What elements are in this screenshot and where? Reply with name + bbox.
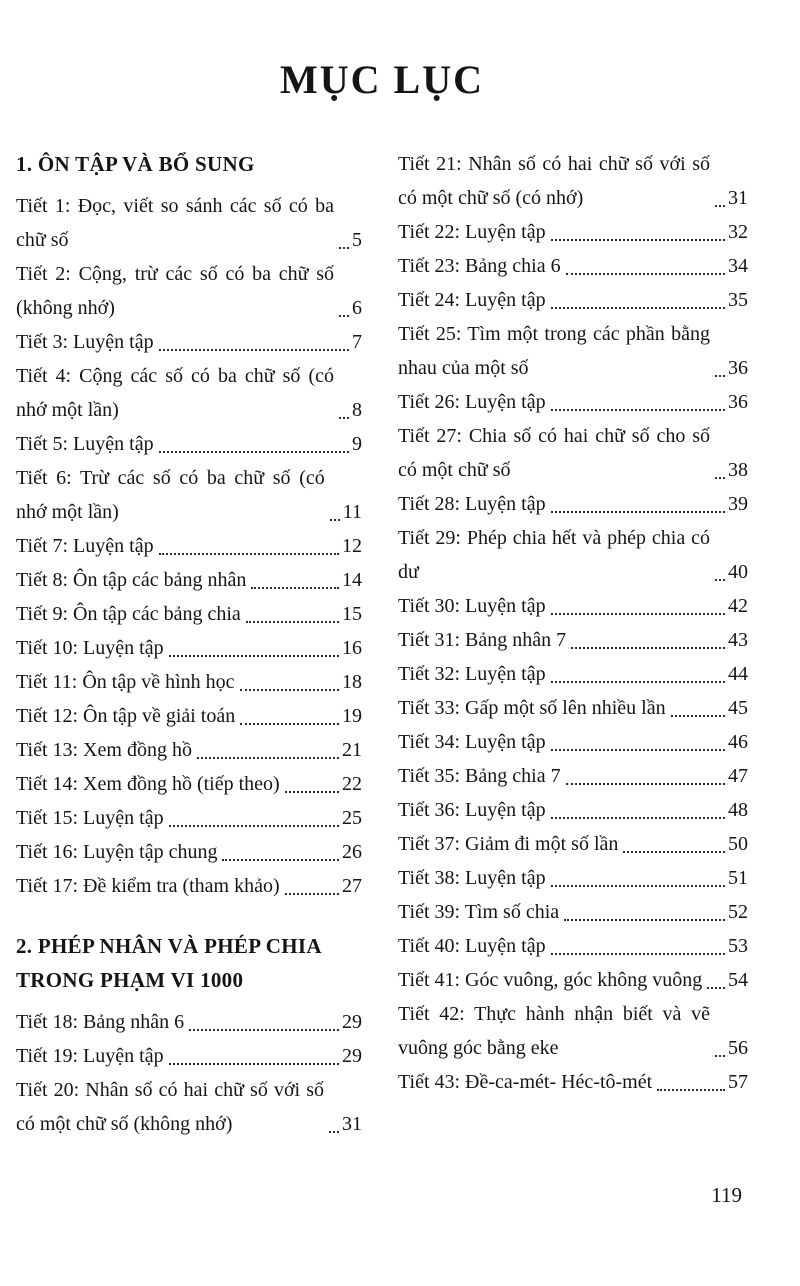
dot-leader <box>339 417 349 419</box>
dot-leader <box>715 1055 725 1057</box>
dot-leader <box>169 655 339 657</box>
toc-entry-text: Tiết 5: Luyện tập <box>16 433 154 455</box>
toc-entry-text: Tiết 16: Luyện tập chung <box>16 841 218 863</box>
dot-leader <box>715 375 725 377</box>
dot-leader <box>551 239 725 241</box>
toc-entry-page: 46 <box>728 731 748 753</box>
toc-entry-page: 5 <box>352 229 362 251</box>
toc-entry-text: Tiết 40: Luyện tập <box>398 935 546 957</box>
toc-entry <box>398 963 748 997</box>
toc-entry <box>398 521 748 589</box>
dot-leader <box>571 647 725 649</box>
dot-leader <box>715 477 725 479</box>
toc-entry <box>398 419 748 487</box>
toc-entry-text: Tiết 24: Luyện tập <box>398 289 546 311</box>
page-title: MỤC LỤC <box>280 57 484 102</box>
dot-leader <box>566 783 725 785</box>
toc-entry-text: Tiết 32: Luyện tập <box>398 663 546 685</box>
dot-leader <box>707 987 725 989</box>
toc-entry-list <box>16 189 362 903</box>
dot-leader <box>566 273 725 275</box>
section-phep-nhan-va-phep-chia <box>16 929 362 1141</box>
toc-entry-text: Tiết 35: Bảng chia 7 <box>398 765 561 787</box>
toc-entry-page: 27 <box>342 875 362 897</box>
toc-entry-page: 34 <box>728 255 748 277</box>
toc-entry <box>398 895 748 929</box>
toc-entry-text: Tiết 29: Phép chia hết và phép chia có dư <box>398 527 710 583</box>
dot-leader <box>329 1131 339 1133</box>
dot-leader <box>197 757 339 759</box>
toc-entry-page: 45 <box>728 697 748 719</box>
toc-entry-page: 29 <box>342 1011 362 1033</box>
dot-leader <box>159 553 339 555</box>
dot-leader <box>246 621 339 623</box>
dot-leader <box>551 885 725 887</box>
dot-leader <box>339 247 349 249</box>
toc-entry <box>16 1005 362 1039</box>
toc-entry <box>398 589 748 623</box>
toc-entry-text: Tiết 30: Luyện tập <box>398 595 546 617</box>
toc-entry <box>398 861 748 895</box>
toc-entry-page: 19 <box>342 705 362 727</box>
dot-leader <box>339 315 349 317</box>
toc-entry-page: 50 <box>728 833 748 855</box>
toc-entry <box>398 1065 748 1099</box>
dot-leader <box>551 613 725 615</box>
toc-entry <box>16 257 362 325</box>
dot-leader <box>159 451 349 453</box>
toc-entry <box>398 147 748 215</box>
dot-leader <box>564 919 725 921</box>
toc-entry <box>16 665 362 699</box>
dot-leader <box>285 791 339 793</box>
dot-leader <box>551 511 725 513</box>
dot-leader <box>715 205 725 207</box>
toc-entry <box>16 733 362 767</box>
dot-leader <box>671 715 725 717</box>
toc-entry-text: Tiết 27: Chia số có hai chữ số cho số có một chữ số <box>398 425 710 481</box>
toc-entry <box>16 461 362 529</box>
toc-entry <box>16 427 362 461</box>
toc-entry-page: 21 <box>342 739 362 761</box>
toc-entry-text: Tiết 43: Đề-ca-mét- Héc-tô-mét <box>398 1071 653 1093</box>
toc-entry-text: Tiết 11: Ôn tập về hình học <box>16 671 235 693</box>
toc-entry-text: Tiết 13: Xem đồng hồ <box>16 739 192 761</box>
toc-entry-page: 12 <box>342 535 362 557</box>
dot-leader <box>623 851 725 853</box>
dot-leader <box>240 689 339 691</box>
toc-entry-text: Tiết 3: Luyện tập <box>16 331 154 353</box>
toc-entry <box>398 997 748 1065</box>
toc-entry-text: Tiết 28: Luyện tập <box>398 493 546 515</box>
toc-entry <box>16 189 362 257</box>
toc-entry-text: Tiết 42: Thực hành nhận biết và vẽ vuông góc bằng eke <box>398 1003 710 1059</box>
toc-entry-page: 8 <box>352 399 362 421</box>
toc-entry-page: 53 <box>728 935 748 957</box>
toc-entry-text: Tiết 10: Luyện tập <box>16 637 164 659</box>
toc-entry <box>398 759 748 793</box>
toc-entry-text: Tiết 20: Nhân số có hai chữ số với số có một chữ số (không nhớ) <box>16 1079 324 1135</box>
toc-right-column <box>398 147 748 1141</box>
toc-entry-page: 6 <box>352 297 362 319</box>
dot-leader <box>551 817 725 819</box>
toc-entry-list <box>398 147 748 1099</box>
toc-entry-page: 51 <box>728 867 748 889</box>
toc-entry-text: Tiết 39: Tìm số chia <box>398 901 560 923</box>
section-heading: 2. PHÉP NHÂN VÀ PHÉP CHIA TRONG PHẠM VI 1000 <box>16 934 321 992</box>
toc-entry-text: Tiết 22: Luyện tập <box>398 221 546 243</box>
toc-entry-page: 14 <box>342 569 362 591</box>
dot-leader <box>551 409 725 411</box>
toc-entry-page: 22 <box>342 773 362 795</box>
toc-entry-text: Tiết 37: Giảm đi một số lần <box>398 833 619 855</box>
toc-entry-page: 43 <box>728 629 748 651</box>
toc-entry-text: Tiết 6: Trừ các số có ba chữ số (có nhớ một lần) <box>16 467 325 523</box>
toc-entry-page: 57 <box>728 1071 748 1093</box>
toc-entry <box>16 563 362 597</box>
toc-entry-page: 36 <box>728 391 748 413</box>
dot-leader <box>330 519 340 521</box>
dot-leader <box>551 953 725 955</box>
toc-entry-page: 38 <box>728 459 748 481</box>
toc-entry <box>398 725 748 759</box>
dot-leader <box>169 1063 339 1065</box>
toc-entry-text: Tiết 2: Cộng, trừ các số có ba chữ số (không nhớ) <box>16 263 334 319</box>
toc-entry <box>398 283 748 317</box>
toc-entry-text: Tiết 4: Cộng các số có ba chữ số (có nhớ một lần) <box>16 365 334 421</box>
toc-entry <box>398 385 748 419</box>
toc-entry-text: Tiết 23: Bảng chia 6 <box>398 255 561 277</box>
toc-entry-text: Tiết 25: Tìm một trong các phần bằng nhau của một số <box>398 323 710 379</box>
dot-leader <box>222 859 339 861</box>
toc-entry <box>16 325 362 359</box>
toc-entry <box>398 929 748 963</box>
toc-entry <box>398 215 748 249</box>
dot-leader <box>551 681 725 683</box>
toc-entry <box>398 487 748 521</box>
dot-leader <box>240 723 339 725</box>
toc-entry <box>398 623 748 657</box>
toc-entry-page: 39 <box>728 493 748 515</box>
toc-entry-page: 36 <box>728 357 748 379</box>
toc-entry-text: Tiết 7: Luyện tập <box>16 535 154 557</box>
toc-entry <box>398 657 748 691</box>
toc-entry-text: Tiết 19: Luyện tập <box>16 1045 164 1067</box>
dot-leader <box>159 349 349 351</box>
dot-leader <box>551 307 725 309</box>
toc-entry <box>398 249 748 283</box>
dot-leader <box>715 579 725 581</box>
dot-leader <box>189 1029 339 1031</box>
toc-entry-text: Tiết 17: Đề kiểm tra (tham khảo) <box>16 875 280 897</box>
toc-entry-page: 11 <box>342 501 362 523</box>
toc-entry-page: 35 <box>728 289 748 311</box>
dot-leader <box>657 1089 725 1091</box>
toc-entry-page: 31 <box>342 1113 362 1135</box>
toc-entry <box>16 869 362 903</box>
toc-columns <box>16 147 748 1141</box>
toc-entry <box>16 801 362 835</box>
toc-entry-page: 16 <box>342 637 362 659</box>
toc-entry-page: 9 <box>352 433 362 455</box>
toc-entry-page: 18 <box>342 671 362 693</box>
toc-entry-page: 7 <box>352 331 362 353</box>
dot-leader <box>285 893 339 895</box>
toc-entry-text: Tiết 36: Luyện tập <box>398 799 546 821</box>
toc-entry-page: 15 <box>342 603 362 625</box>
toc-entry-text: Tiết 38: Luyện tập <box>398 867 546 889</box>
toc-entry <box>398 827 748 861</box>
toc-entry-text: Tiết 1: Đọc, viết so sánh các số có ba chữ số <box>16 195 334 251</box>
section-heading: 1. ÔN TẬP VÀ BỔ SUNG <box>16 152 255 176</box>
toc-entry-list <box>16 1005 362 1141</box>
dot-leader <box>551 749 725 751</box>
toc-entry <box>16 835 362 869</box>
dot-leader <box>251 587 339 589</box>
toc-entry-text: Tiết 9: Ôn tập các bảng chia <box>16 603 241 625</box>
toc-entry-page: 42 <box>728 595 748 617</box>
toc-entry-text: Tiết 34: Luyện tập <box>398 731 546 753</box>
toc-entry <box>398 691 748 725</box>
toc-entry <box>16 699 362 733</box>
toc-entry-text: Tiết 18: Bảng nhân 6 <box>16 1011 185 1033</box>
toc-left-column <box>16 147 362 1141</box>
toc-entry <box>16 1073 362 1141</box>
section-on-tap-va-bo-sung <box>16 147 362 903</box>
toc-entry-text: Tiết 12: Ôn tập về giải toán <box>16 705 236 727</box>
toc-entry <box>16 631 362 665</box>
toc-entry-page: 56 <box>728 1037 748 1059</box>
toc-entry <box>16 529 362 563</box>
toc-entry-page: 31 <box>728 187 748 209</box>
toc-entry-page: 26 <box>342 841 362 863</box>
dot-leader <box>169 825 339 827</box>
toc-entry-text: Tiết 41: Góc vuông, góc không vuông <box>398 969 703 991</box>
toc-entry-page: 44 <box>728 663 748 685</box>
toc-entry-page: 48 <box>728 799 748 821</box>
toc-entry-page: 32 <box>728 221 748 243</box>
toc-entry-text: Tiết 26: Luyện tập <box>398 391 546 413</box>
toc-entry-text: Tiết 33: Gấp một số lên nhiều lần <box>398 697 666 719</box>
toc-entry-text: Tiết 15: Luyện tập <box>16 807 164 829</box>
toc-entry-text: Tiết 8: Ôn tập các bảng nhân <box>16 569 247 591</box>
toc-entry-page: 52 <box>728 901 748 923</box>
toc-entry-page: 29 <box>342 1045 362 1067</box>
toc-entry <box>398 317 748 385</box>
toc-entry <box>16 359 362 427</box>
toc-entry-page: 47 <box>728 765 748 787</box>
toc-entry-text: Tiết 31: Bảng nhân 7 <box>398 629 567 651</box>
page-number: 119 <box>711 1183 742 1207</box>
toc-entry <box>16 1039 362 1073</box>
toc-entry <box>398 793 748 827</box>
toc-entry-text: Tiết 21: Nhân số có hai chữ số với số có một chữ số (có nhớ) <box>398 153 710 209</box>
toc-entry-page: 40 <box>728 561 748 583</box>
toc-entry <box>16 767 362 801</box>
toc-entry <box>16 597 362 631</box>
toc-entry-text: Tiết 14: Xem đồng hồ (tiếp theo) <box>16 773 280 795</box>
toc-entry-page: 25 <box>342 807 362 829</box>
toc-entry-page: 54 <box>728 969 748 991</box>
